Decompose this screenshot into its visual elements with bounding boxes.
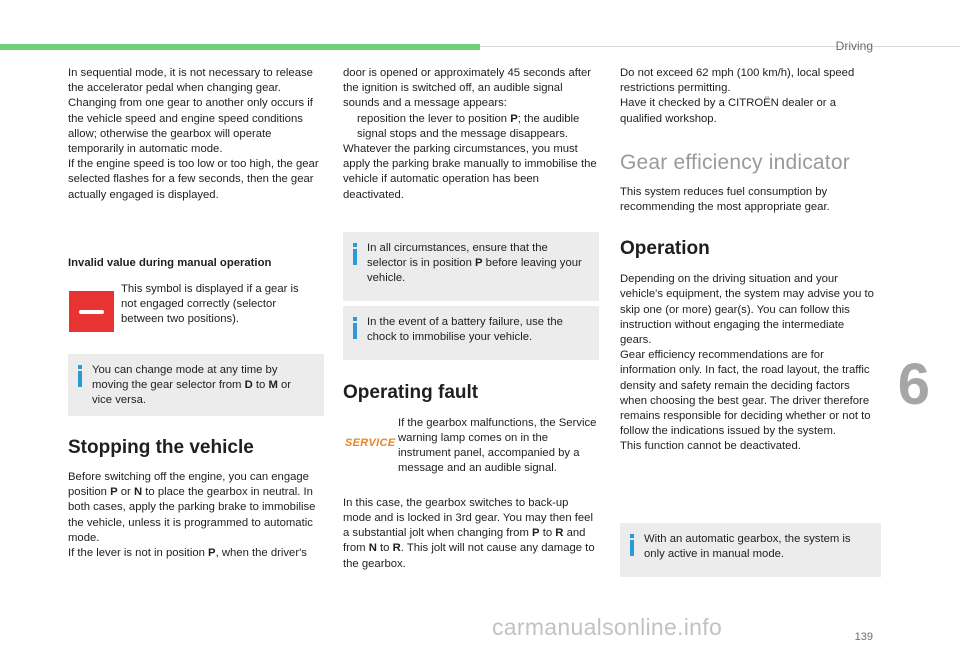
chapter-number: 6: [897, 352, 930, 417]
paragraph: Have it checked by a CITROËN dealer or a qualified workshop.: [620, 97, 836, 125]
paragraph: Before switching off the engine, you can engage position P or N to place the gearbox in neutral. In both cases, apply the parking brake to immobilise the vehicle, unless it is programmed to automatic mode.: [68, 471, 316, 544]
info-icon: [630, 534, 634, 556]
info-note: [343, 306, 599, 360]
bullet-item: reposition the lever to position P; the audible signal stops and the message disappears.: [357, 112, 580, 140]
note-text: You can change mode at any time by moving the gear selector from D to M or vice versa.: [92, 364, 292, 407]
info-icon: [353, 243, 357, 265]
paragraph: Gear efficiency recommendations are for information only. In fact, the road layout, the traffic density and safety remain the deciding factors when choosing the best gear. The driver therefore remains responsible for deciding whether or not to follow the indications issued by the system.: [620, 349, 871, 438]
column-1: [68, 66, 324, 561]
section-color-bar: [0, 44, 480, 50]
paragraph: This system reduces fuel consumption by recommending the most appropriate gear.: [620, 185, 830, 214]
watermark: carmanualsonline.info: [492, 614, 723, 640]
paragraph: In this case, the gearbox switches to back-up mode and is locked in 3rd gear. You may then feel a substantial jolt when changing from P to R and from N to R. This jolt will not cause any damage to the gearbox.: [343, 496, 595, 570]
paragraph: This function cannot be deactivated.: [620, 440, 801, 453]
column-2: [343, 66, 599, 572]
column-3: [620, 66, 876, 577]
running-title: Driving: [835, 39, 873, 53]
operating-fault-heading: Operating fault: [343, 381, 479, 403]
symbol-description: This symbol is displayed if a gear is not engaged correctly (selector between two positions).: [121, 283, 299, 326]
paragraph: Whatever the parking circumstances, you must apply the parking brake manually to immobilise the vehicle if automatic operation has been deactivated.: [343, 143, 597, 201]
paragraph: Changing from one gear to another only occurs if the vehicle speed and engine speed conditions allow; otherwise the gearbox will operate temporarily in automatic mode.: [68, 97, 313, 156]
paragraph: door is opened or approximately 45 seconds after the ignition is switched off, an audible signal sounds and a message appears:: [343, 67, 592, 110]
paragraph: If the lever is not in position P, when the driver's: [68, 547, 307, 560]
paragraph: Do not exceed 62 mph (100 km/h), local speed restrictions permitting.: [620, 67, 855, 95]
invalid-value-heading: Invalid value during manual operation: [68, 256, 272, 269]
info-note: [68, 354, 324, 416]
info-note: [343, 232, 599, 301]
header-rule: [480, 46, 960, 47]
paragraph: In sequential mode, it is not necessary to release the accelerator pedal when changing gear.: [68, 67, 313, 95]
stopping-vehicle-heading: Stopping the vehicle: [68, 437, 254, 459]
page-number: 139: [854, 631, 873, 643]
gear-not-engaged-icon: [69, 291, 114, 332]
service-description: If the gearbox malfunctions, the Service warning lamp comes on in the instrument panel, accompanied by a message and an audible signal.: [398, 416, 597, 475]
info-icon: [353, 317, 357, 339]
operation-heading: Operation: [620, 238, 710, 260]
gear-efficiency-heading: Gear efficiency indicator: [620, 150, 850, 174]
info-icon: [78, 365, 82, 387]
paragraph: If the engine speed is too low or too high, the gear selected flashes for a few seconds, then the gear actually engaged is displayed.: [68, 158, 319, 201]
info-note: [620, 523, 881, 577]
note-text: With an automatic gearbox, the system is only active in manual mode.: [644, 532, 851, 560]
note-text: In the event of a battery failure, use the chock to immobilise your vehicle.: [367, 315, 563, 344]
note-text: In all circumstances, ensure that the selector is in position P before leaving your vehicle.: [367, 241, 582, 285]
service-warning-icon: SERVICE: [345, 436, 396, 449]
paragraph: Depending on the driving situation and your vehicle's equipment, the system may advise you to skip one (or more) gear(s). You can follow this instruction without engaging the intermediate gears.: [620, 273, 874, 347]
